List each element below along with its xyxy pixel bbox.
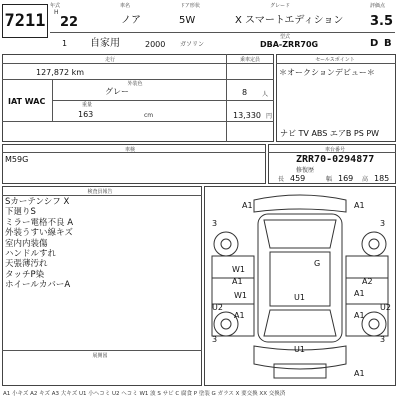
note-line: 天張薄汚れ [5, 259, 48, 270]
capacity-value: 8 [242, 88, 248, 97]
damage-mark: 3 [212, 335, 218, 344]
weight-row-value: 13,330 [233, 111, 261, 120]
year-era: H [54, 9, 59, 16]
model-code: DBA-ZRR70G [260, 40, 319, 49]
damage-mark: U1 [294, 293, 305, 302]
displacement-value: 2000 [145, 40, 166, 49]
damage-mark: U2 [380, 303, 391, 312]
damage-mark: A1 [234, 311, 245, 320]
damage-mark: 3 [380, 335, 386, 344]
header-grade: グレード [269, 3, 290, 9]
dim-length-label: 長 [278, 176, 285, 183]
dim-length: 459 [290, 174, 306, 183]
usage-value: 自家用 [90, 38, 120, 49]
legend-footer: A1 小キズ A2 キズ A3 大キズ U1 小ヘコミ U2 ヘコミ W1 波 S サビ C 腐食 P 塗装 G ガラス X 要交換 XX 交換済 [3, 391, 286, 397]
header-sales-point: セールスポイント [315, 57, 355, 63]
dim-height: 185 [374, 174, 390, 183]
header-notes: 検査員報告 [87, 189, 113, 195]
inspector-notes-list [5, 197, 195, 291]
sales-point-text: ＊オークションデビュー＊ [279, 68, 375, 77]
damage-mark: A1 [354, 311, 365, 320]
damage-mark: A2 [362, 277, 373, 286]
equipment-list: ナビ TV ABS エアB PS PW [280, 129, 380, 138]
year-value: 22 [60, 15, 79, 30]
header-chassis: 車台番号 [324, 147, 345, 153]
header-repair: 修復歴 [296, 167, 315, 174]
transmission: IAT WAC [8, 97, 46, 106]
note-line: ホイールカバーA [5, 280, 71, 291]
note-line: タッチP染 [5, 269, 45, 280]
unit-persons: 人 [262, 91, 269, 98]
note-line: 外装うすい線キズ [5, 228, 73, 239]
lot-number: 7211 [2, 4, 48, 38]
grade-name: X スマートエディション [235, 15, 344, 26]
damage-mark: U2 [212, 303, 223, 312]
header-inspection: 車検 [124, 147, 135, 153]
length-value: 163 [78, 110, 94, 119]
header-score: 評価点 [369, 3, 385, 9]
damage-mark: W1 [232, 265, 245, 274]
door-type: 5W [179, 15, 196, 26]
unit-cm: cm [144, 112, 154, 119]
damage-mark: W1 [234, 291, 247, 300]
header-door: ドア形状 [180, 3, 200, 9]
damage-mark: A1 [354, 369, 365, 378]
damage-mark: A1 [232, 277, 243, 286]
header-color: 外装色 [127, 81, 143, 87]
note-line: ハンドルすれ [5, 249, 57, 260]
note-line: Sカーテンシフ X [5, 197, 70, 207]
damage-mark: U1 [294, 345, 305, 354]
header-capacity: 乗車定員 [239, 57, 260, 63]
header-mileage: 走行 [104, 57, 115, 63]
overall-score: 3.5 [370, 14, 394, 29]
car-diagram [204, 186, 396, 386]
damage-mark: 3 [212, 219, 218, 228]
exterior-grade: B [384, 38, 392, 49]
note-line: ミラー電格不良 A [5, 217, 74, 228]
chassis-number: ZRR70-0294877 [296, 154, 375, 165]
damage-mark: G [314, 259, 321, 268]
header-year: 年式 [50, 3, 61, 9]
header-model: 型式 [279, 34, 290, 40]
header-weight: 重量 [81, 102, 92, 108]
interior-grade: D [370, 38, 379, 49]
note-line: 下廻りS [5, 207, 36, 218]
dim-width-label: 幅 [326, 176, 333, 183]
note-line: 室内内装傷 [5, 238, 48, 249]
header-diagram: 展開図 [92, 353, 108, 359]
color-code: M59G [5, 155, 29, 164]
mileage-value: 127,872 km [36, 68, 85, 77]
car-name: ノア [121, 15, 141, 26]
unit-yen: 円 [266, 113, 273, 120]
damage-mark: A1 [354, 201, 365, 210]
dim-width: 169 [338, 174, 354, 183]
header-maker: 車名 [119, 3, 130, 9]
dim-height-label: 高 [362, 176, 369, 183]
damage-mark: A1 [354, 289, 365, 298]
color-name: グレー [105, 87, 129, 96]
fuel-value: ガソリン [180, 41, 205, 48]
month-value: 1 [62, 39, 68, 48]
damage-mark: A1 [242, 201, 253, 210]
damage-mark: 3 [380, 219, 386, 228]
